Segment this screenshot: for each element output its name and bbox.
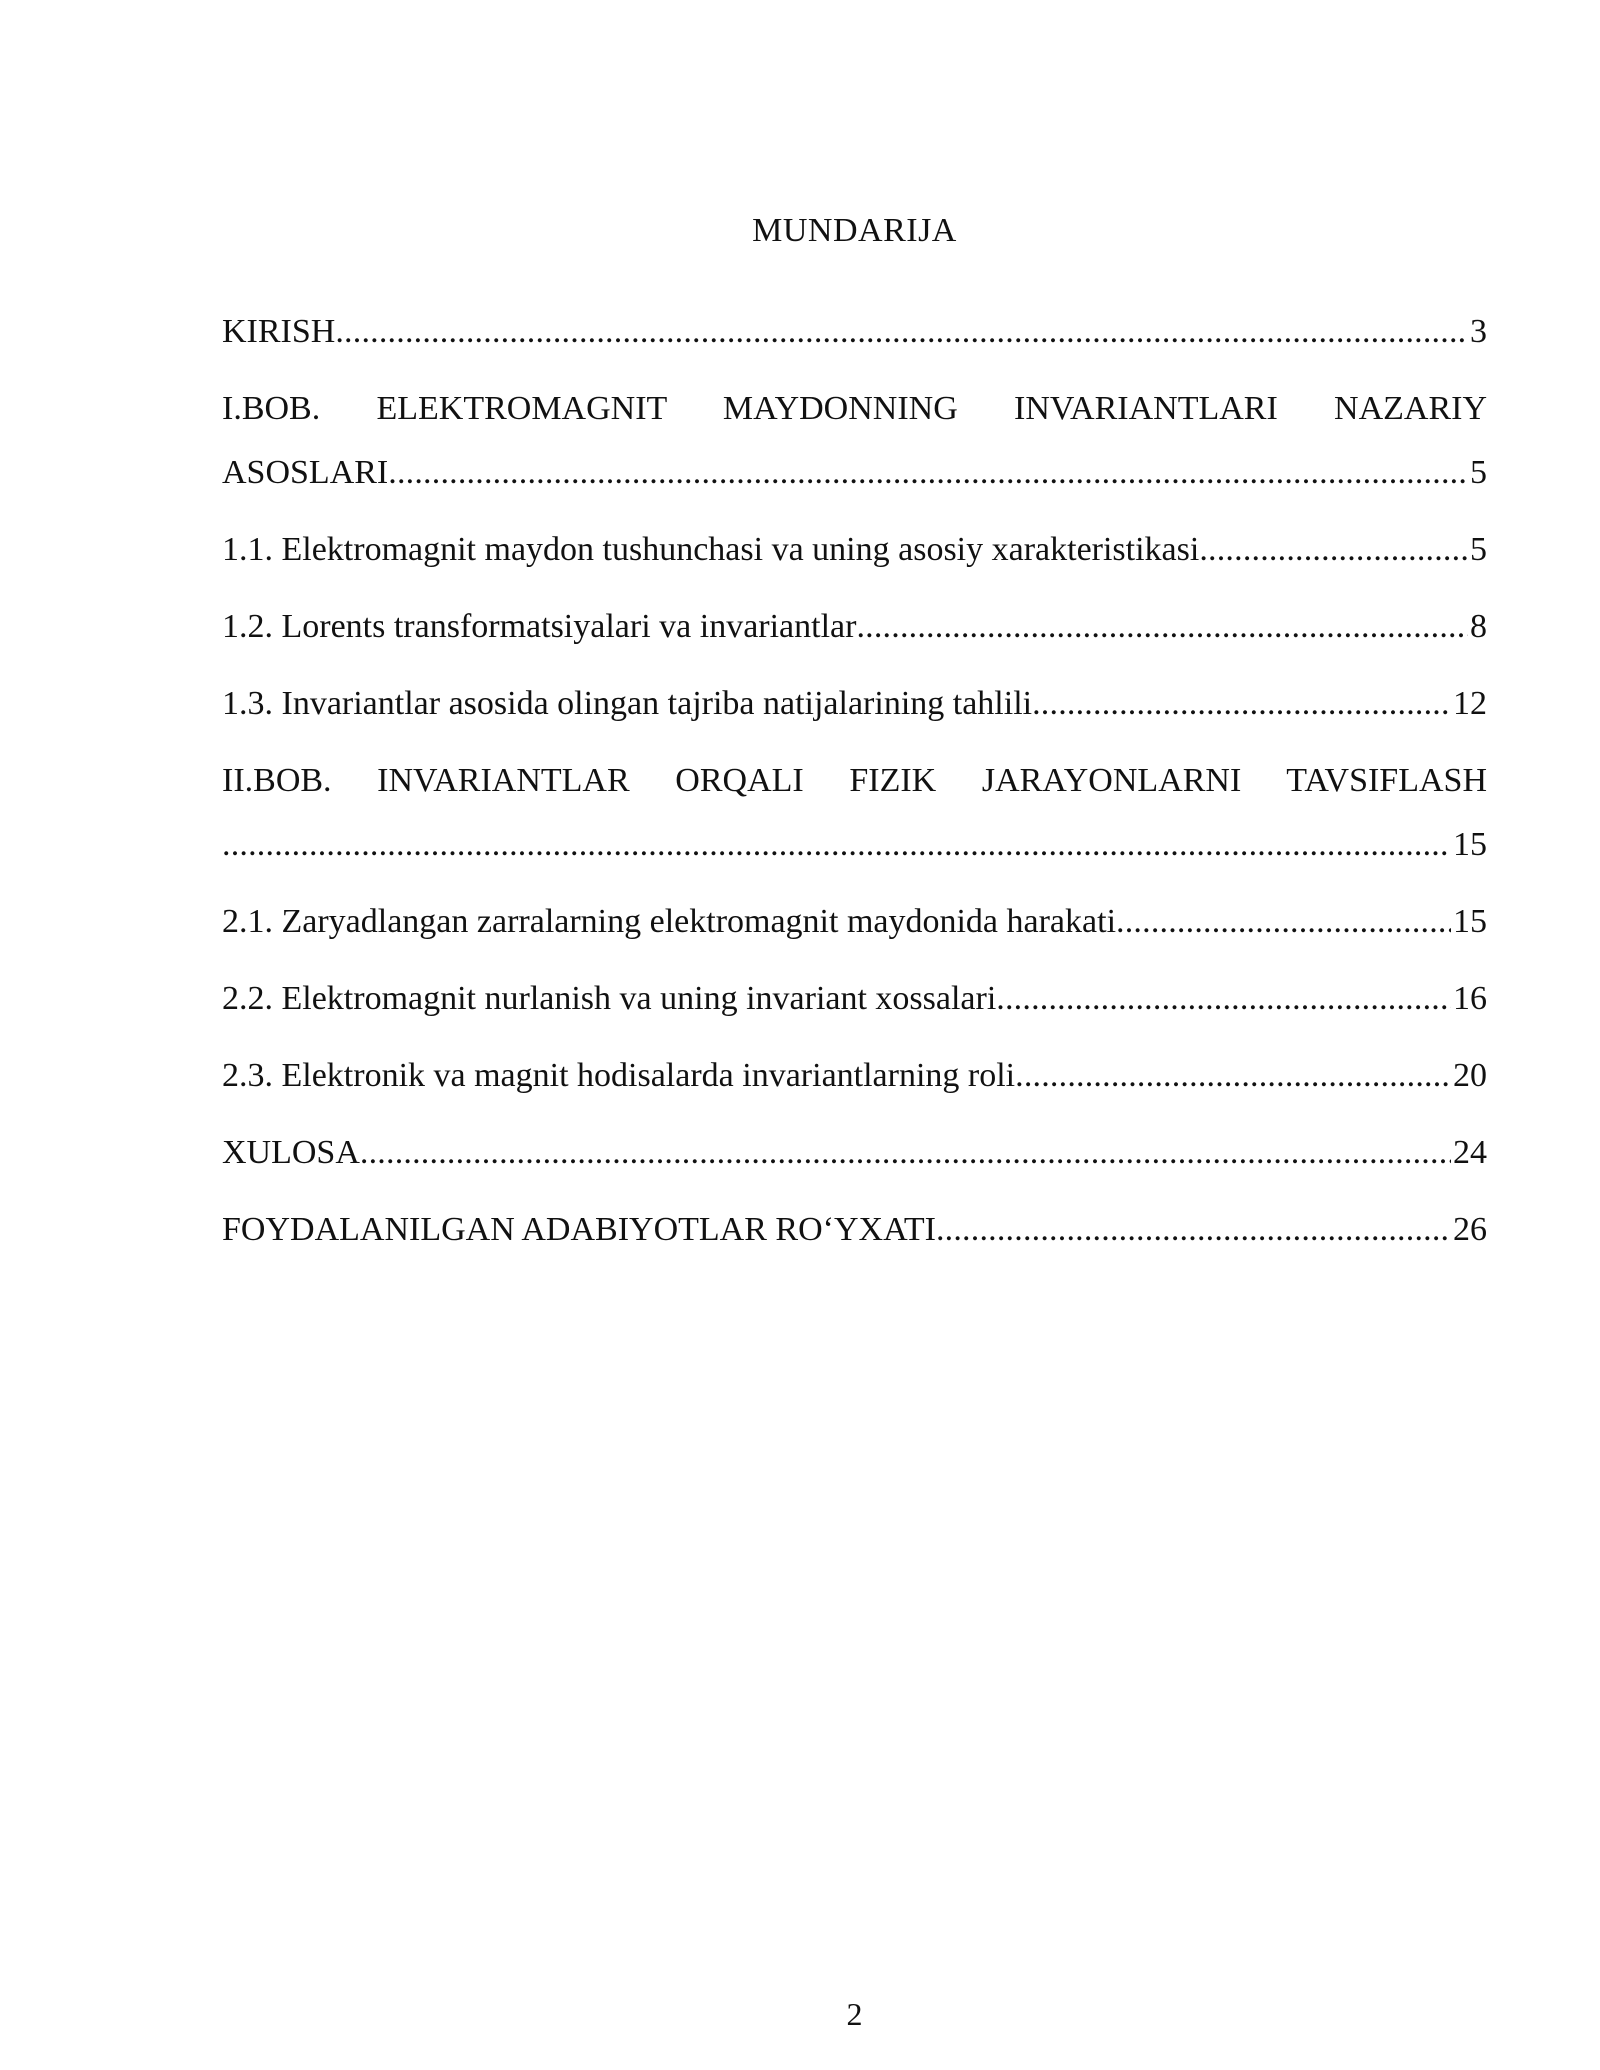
toc-row xyxy=(222,890,1487,954)
toc-entry-text: 2.3. Elektronik va magnit hodisalarda invariantlarning roli xyxy=(222,1057,1016,1094)
toc-chapter-heading: I.BOB. ELEKTROMAGNIT MAYDONNING INVARIANTLARI NAZARIY xyxy=(222,390,1487,427)
toc-entry-references xyxy=(222,1198,1487,1262)
toc-entry-text: XULOSA xyxy=(222,1134,360,1171)
toc-leader-dots xyxy=(1015,1044,1451,1108)
toc-page-number: 5 xyxy=(1470,531,1487,568)
toc-entry-1-3 xyxy=(222,672,1487,736)
toc-row xyxy=(222,518,1487,582)
toc-chapter-heading: II.BOB. INVARIANTLAR ORQALI FIZIK JARAYONLARNI TAVSIFLASH xyxy=(222,762,1487,799)
toc-page-number: 5 xyxy=(1470,454,1487,491)
toc-entry-text: ASOSLARI xyxy=(222,454,389,491)
toc-entry-text: KIRISH xyxy=(222,313,336,350)
toc-leader-dots xyxy=(360,1121,1451,1185)
toc-leader-dots xyxy=(1032,672,1451,736)
toc-entry-text: 1.3. Invariantlar asosida olingan tajriba natijalarining tahlili xyxy=(222,685,1033,722)
toc-leader-dots xyxy=(388,441,1468,505)
toc-row xyxy=(222,300,1487,364)
toc-entry-1-1 xyxy=(222,518,1487,582)
toc-page-number: 15 xyxy=(1453,826,1487,863)
toc-page-number: 8 xyxy=(1470,608,1487,645)
toc-row xyxy=(222,813,1487,877)
toc-entry-text: 1.1. Elektromagnit maydon tushunchasi va uning asosiy xarakteristikasi xyxy=(222,531,1200,568)
toc-entry-1-2 xyxy=(222,595,1487,659)
toc-leader-dots xyxy=(996,967,1451,1031)
toc-page-number: 26 xyxy=(1453,1211,1487,1248)
toc-entry-chapter2 xyxy=(222,749,1487,877)
toc-row xyxy=(222,1121,1487,1185)
toc-leader-dots xyxy=(1199,518,1468,582)
toc-page-number: 12 xyxy=(1453,685,1487,722)
toc-row xyxy=(222,967,1487,1031)
toc-entry-2-2 xyxy=(222,967,1487,1031)
toc-page-number: 20 xyxy=(1453,1057,1487,1094)
toc-leader-dots xyxy=(335,300,1468,364)
toc-row xyxy=(222,595,1487,659)
toc-leader-dots xyxy=(1116,890,1451,954)
page-title: MUNDARIJA xyxy=(752,212,957,249)
toc-row xyxy=(222,672,1487,736)
toc-row xyxy=(222,1044,1487,1108)
toc-row xyxy=(222,441,1487,505)
toc-leader-dots xyxy=(936,1198,1451,1262)
toc-entry-text: 2.1. Zaryadlangan zarralarning elektromagnit maydonida harakati xyxy=(222,903,1117,940)
toc-leader-dots xyxy=(222,813,1451,877)
page-number-footer: 2 xyxy=(846,1996,863,2032)
toc-entry-text: 2.2. Elektromagnit nurlanish va uning invariant xossalari xyxy=(222,980,997,1017)
toc-entry-2-1 xyxy=(222,890,1487,954)
toc-entry-2-3 xyxy=(222,1044,1487,1108)
toc-page-number: 15 xyxy=(1453,903,1487,940)
toc-entry-text: 1.2. Lorents transformatsiyalari va invariantlar xyxy=(222,608,857,645)
toc-entry-xulosa xyxy=(222,1121,1487,1185)
toc-entry-chapter1 xyxy=(222,377,1487,505)
toc-page-number: 24 xyxy=(1453,1134,1487,1171)
toc-entry-kirish xyxy=(222,300,1487,364)
table-of-contents xyxy=(222,300,1487,1275)
toc-row xyxy=(222,1198,1487,1262)
toc-leader-dots xyxy=(856,595,1468,659)
toc-page-number: 16 xyxy=(1453,980,1487,1017)
toc-entry-text: FOYDALANILGAN ADABIYOTLAR RO‘YXATI xyxy=(222,1211,936,1248)
toc-page-number: 3 xyxy=(1470,313,1487,350)
